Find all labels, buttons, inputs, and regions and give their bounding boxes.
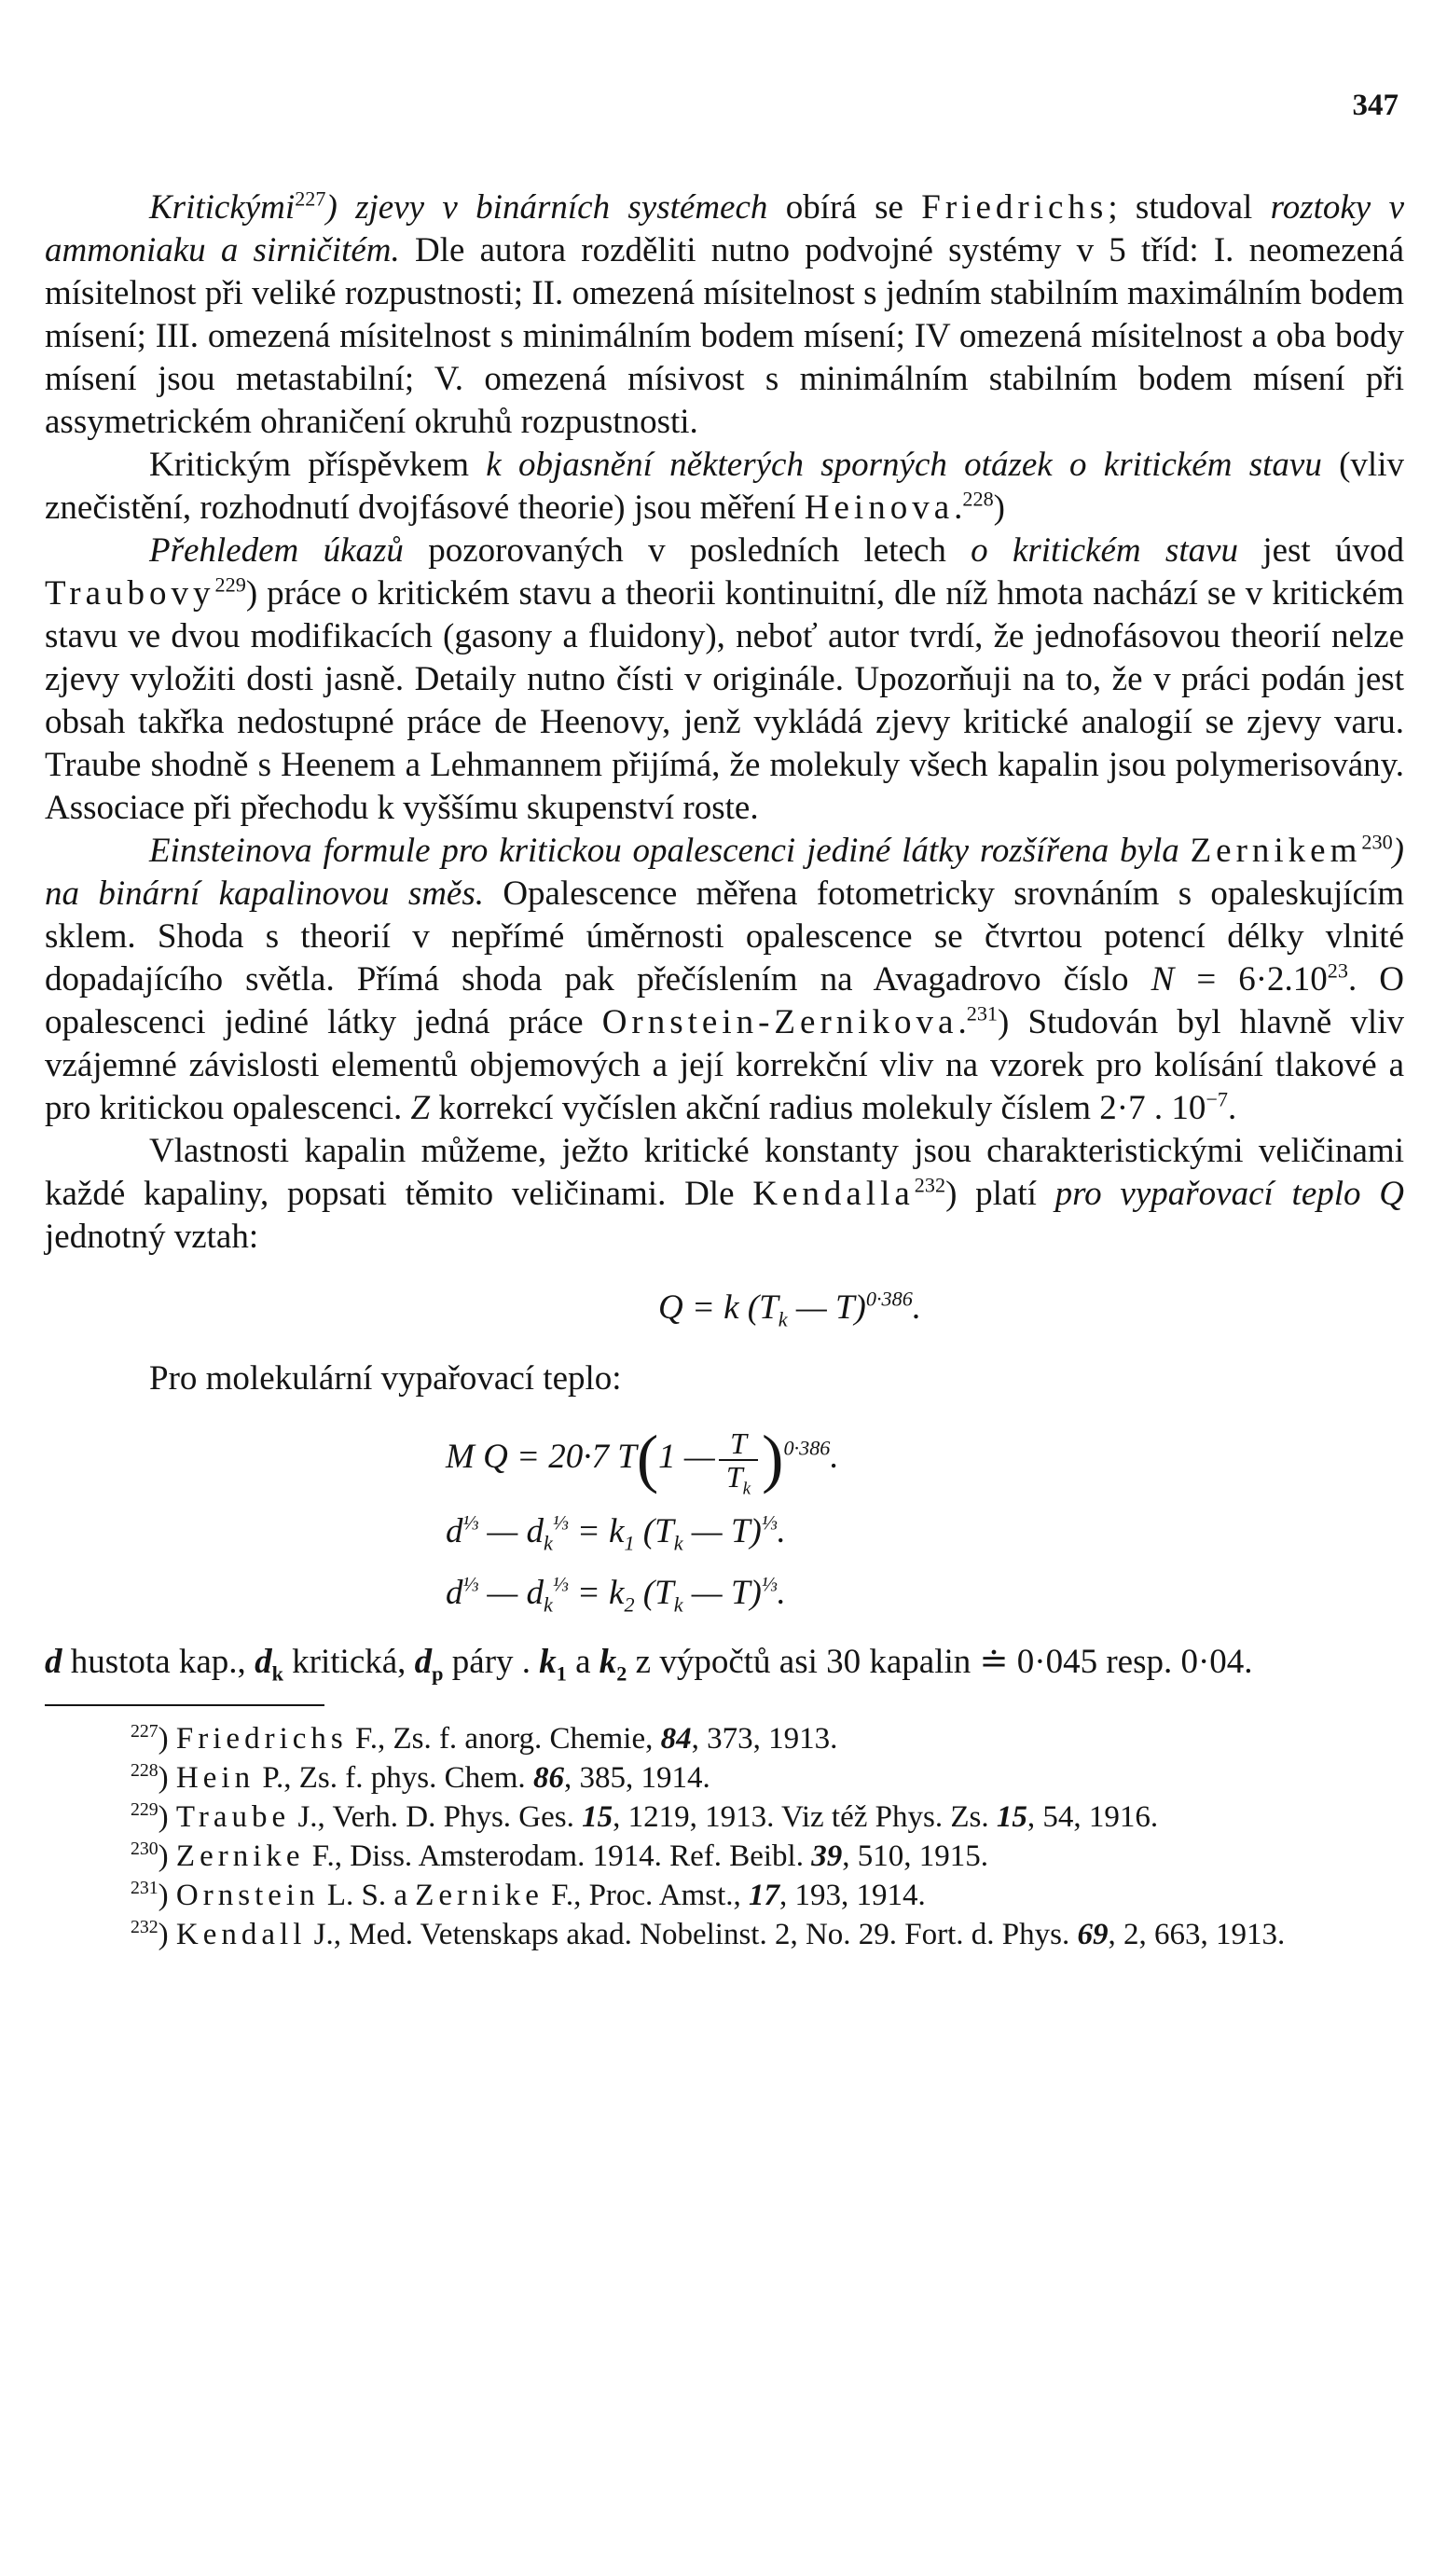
footnote-ref: 228: [962, 487, 994, 511]
variable-N: N: [1151, 960, 1175, 999]
body-text: .: [1227, 1089, 1237, 1127]
author-name: Kendall: [175, 1918, 307, 1951]
body-text: Opalescence měřena fotometricky srovnáním s opaleskujícím sklem. Shoda s theorií v nepřímé úměrnosti opalescence se čtvrtou potencí délky vlnité dopadajícího světla. Přímá shoda pak přečíslením na Avagadrovo číslo: [45, 875, 1404, 999]
body-text: ) práce o kritickém stavu a theorii kontinuitní, dle níž hmota nachází se v kritickém stavu ve dvou modifikacích (gasony a fluidony), neboť autor tvrdí, že jednofásovou theorií nelze zjevy vyložiti dosti jasně. Detaily nutno čísti v originále. Upozorňuji na to, že v práci podán jest obsah takřka nedostupné práce de Heenovy, jenž vykládá zjevy kritické analogií se zjevy varu. Traube shodně s Heenem a Lehmannem přijímá, že molekuly všech kapalin jsou polymerisovány. Associace při přechodu k vyššímu skupenství roste.: [45, 574, 1404, 827]
author-name: Traube: [175, 1800, 291, 1834]
body-text: ): [993, 489, 1005, 527]
author-name: Kendalla: [752, 1175, 915, 1213]
body-text: jest úvod: [1238, 531, 1405, 570]
body-text: hustota kap.,: [62, 1643, 255, 1681]
author-name: Zernikem: [1190, 832, 1362, 870]
italic-text: Einsteinova formule pro kritickou opalescenci jediné látky rozšířena byla: [149, 832, 1179, 870]
paragraph-binary-systems: [45, 186, 1404, 444]
footnotes: [45, 1719, 1404, 1954]
body-text: jednotný vztah:: [45, 1218, 259, 1256]
body-text: Vlastnosti kapalin můžeme, ježto kritické konstanty jsou charakteristickými veličinami každé kapaliny, popsati těmito veličinami. Dle: [45, 1132, 1404, 1213]
author-name: Traubovy: [45, 574, 215, 613]
footnote-ref: 231: [966, 1001, 999, 1026]
page-number: 347: [1352, 89, 1399, 122]
footnote-230: $^{230}$) Zernike F., Diss. Amsterodam. 1914. Ref. Beibl. 39, 510, 1915.: [131, 1839, 988, 1873]
body-text: .: [958, 1003, 967, 1041]
body-text: ) platí: [945, 1175, 1055, 1213]
footnote-227: $^{227}$) Friedrichs F., Zs. f. anorg. Chemie, 84, 373, 1913.: [131, 1721, 838, 1756]
paragraph-kendall: [45, 1130, 1404, 1259]
footnote-228: $^{228}$) Hein P., Zs. f. phys. Chem. 86, 385, 1914.: [131, 1760, 710, 1795]
footnote-ref: 230: [1361, 830, 1393, 854]
equation-molecular-heat: M Q = 20·7 T(1 — $\frac{T}{T_k}$ )$^{0\cdot 386}$.: [446, 1423, 839, 1498]
body-text: Dle autora rozděliti nutno podvojné systémy v 5 tříd: I. neomezená mísitelnost při veliké rozpustnosti; II. omezená mísitelnost s jedním stabilním maximálním bodem mísení; III. omezená mísitelnost s minimálním bodem mísení; IV omezená mísitelnost a oba body mísení jsou metastabilní; V. omezená mísivost s minimálním stabilním bodem mísení při assymetrickém ohraničení okruhů rozpustnosti.: [45, 231, 1405, 441]
body-text: . O opalescenci jediné látky jedná práce: [45, 960, 1404, 1041]
article-body: [45, 186, 1404, 1954]
body-text: ) Studován byl hlavně vliv vzájemné závislosti elementů objemových a její korrekční vliv na vzorek pro kolísání tlakové a pro kritickou opalescenci.: [45, 1003, 1404, 1127]
paragraph-legend: d hustota kap., $d_k$ kritická, $d_p$ páry . $k_1$ a $k_2$ z výpočtů asi 30 kapalin ≐ 0·045 resp. 0·04.: [45, 1643, 1253, 1686]
body-text: z výpočtů asi 30 kapalin ≐ 0·045 resp. 0·04.: [627, 1643, 1253, 1681]
author-name: Hein: [175, 1761, 255, 1795]
italic-text: ) zjevy v binárních systémech: [325, 188, 768, 227]
italic-text: k objasnění některých sporných otázek o kritickém stavu: [486, 446, 1322, 484]
body-text: kritická,: [283, 1643, 415, 1681]
exponent: −7: [1206, 1087, 1228, 1111]
author-name: Friedrichs: [175, 1722, 348, 1756]
author-name: Ornstein: [175, 1879, 320, 1912]
variable-d: d: [45, 1643, 62, 1681]
footnote-231: $^{231}$) Ornstein L. S. a Zernike F., Proc. Amst., 17, 193, 1914.: [131, 1878, 926, 1912]
body-text: obírá se: [767, 188, 922, 227]
footnote-divider: [45, 1704, 324, 1706]
paragraph-molecular-heat: [45, 1357, 1404, 1400]
footnote-229: $^{229}$) Traube J., Verh. D. Phys. Ges. 15, 1219, 1913. Viz též Phys. Zs. 15, 54, 1916.: [131, 1799, 1159, 1834]
italic-text: Přehledem úkazů: [149, 531, 404, 570]
italic-text: pro vypařovací teplo Q: [1054, 1175, 1404, 1213]
paragraph-traube: [45, 530, 1404, 830]
author-name: Friedrichs: [921, 188, 1109, 227]
fraction: $\frac{T}{T_k}$: [719, 1427, 758, 1493]
italic-text: roztoky v ammoniaku a sirničitém.: [45, 188, 1404, 269]
author-name: Zernike: [415, 1879, 544, 1912]
body-text: = 6·2.10: [1174, 960, 1328, 999]
author-name: Ornstein-Zernikova: [601, 1003, 958, 1041]
footnote-ref: 232: [914, 1173, 946, 1197]
footnote-ref: 227: [295, 186, 326, 211]
footnote-ref: 229: [214, 572, 246, 597]
equation-density-k2: $d^{\frac{1}{3}}$ — $d_k^{\frac{1}{3}} = k_2$ ($T_k$ — T)$^{\frac{1}{3}}$.: [446, 1572, 786, 1617]
italic-text: Z: [410, 1089, 431, 1127]
footnote-232: $^{232}$) Kendall J., Med. Vetenskaps akad. Nobelinst. 2, No. 29. Fort. d. Phys. 69, 2, 663, 1913.: [131, 1917, 1286, 1951]
body-text: ; studoval: [1108, 188, 1271, 227]
equation-density-k1: $d^{\frac{1}{3}}$ — $d_k^{\frac{1}{3}} = k_1$ ($T_k$ — T)$^{\frac{1}{3}}$.: [446, 1510, 786, 1555]
body-text: páry .: [443, 1643, 540, 1681]
italic-text: Kritickými: [149, 188, 296, 227]
body-text: Pro molekulární vypařovací teplo:: [149, 1359, 622, 1398]
author-name: Heinova: [804, 489, 955, 527]
body-text: pozorovaných v posledních letech: [403, 531, 972, 570]
paragraph-opalescence: [45, 830, 1404, 1130]
body-text: [1179, 832, 1191, 870]
equation-vaporization-heat: Q = k ($T_k$ — T)$^{0\cdot 386}$.: [657, 1287, 922, 1331]
italic-text: o kritickém stavu: [971, 531, 1239, 570]
exponent: 23: [1327, 958, 1348, 983]
body-text: .: [954, 489, 963, 527]
body-text: Kritickým příspěvkem: [149, 446, 487, 484]
paragraph-critical-state: [45, 444, 1404, 530]
body-text: a: [566, 1643, 599, 1681]
italic-text: ) na binární kapalinovou směs.: [45, 832, 1404, 913]
equation-group: [45, 1417, 1404, 1620]
body-text: korrekcí vyčíslen akční radius molekuly číslem 2·7 . 10: [430, 1089, 1206, 1127]
author-name: Zernike: [175, 1839, 305, 1873]
body-text: (vliv znečistění, rozhodnutí dvojfásové theorie) jsou měření: [45, 446, 1404, 527]
